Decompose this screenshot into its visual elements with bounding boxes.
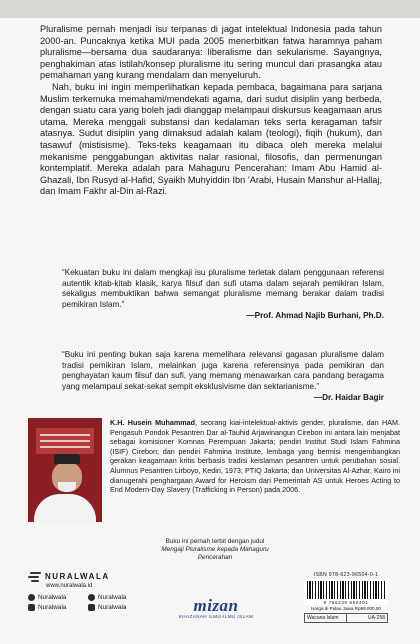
social-label: Nuralwala — [98, 604, 127, 611]
author-name: K.H. Husein Muhammad — [110, 418, 196, 427]
social-label: Nuralwala — [98, 594, 127, 601]
category-label: Wacana Islam — [307, 615, 339, 621]
social-label: Nuralwala — [38, 594, 67, 601]
twitter-icon — [88, 594, 95, 601]
quote-text: “Buku ini penting bukan saja karena memelihara relevansi gagasan pluralisme dalam tradisi pemikiran Islam, melainkan juga karena referensinya pada pemikiran dan penghayatan kaum filsuf dan sufi, yang memang menawarkan cara pandang beragama yang melampaui sekat-sekat sempit eksklusivisme dan sektarianisme.” — [62, 350, 384, 391]
body-paragraph: Pluralisme pernah menjadi isu terpanas di jagat intelektual Indonesia pada tahun 2000-an. Puncaknya ketika MUI pada 2005 menerbitkan fatwa haramnya paham pluralisme—bersama dua saudaranya: liberalisme dan sekularisme. Sayangnya, penghakiman atas istilah/konsep pluralisme itu sering muncul dari prasangka atau pemahaman yang kurang mendalam dan menyeluruh. — [40, 24, 382, 81]
barcode-digits: 9 786239 650401 — [323, 600, 369, 605]
barcode-area — [304, 572, 388, 623]
nuralwala-mark-icon — [28, 570, 42, 582]
facebook-icon — [28, 594, 35, 601]
author-bio-text: , seorang kiai-intelektual-aktivis gender, pluralisme, dan HAM. Pengasuh Pondok Pesantren Dar al-Tauhid Arjawinangun Cirebon ini antara lain menjabat sebagai komisioner Komnas Perempuan Jakarta; pendiri Institut Studi Islam Fahmina (ISIF) Cirebon; dan pendiri Fahmina Institute, lembaga yang bermisi mengembangkan gerakan keagamaan kritis berbasis tradisi keislaman pesantren untuk perubahan sosial. Alumnus Pesantren Lirboyo, Kediri, 1973; PTIQ Jakarta; dan Universitas Al-Azhar, Kairo ini dianugerahi penghargaan Award for Heroism dari Pemerintah AS untuk Heroes Acting to End Modern-Day Slavery (Trafficking in Person) pada 2006. — [110, 418, 400, 495]
mizan-brand: mizan — [193, 596, 239, 615]
nuralwala-brand: NURALWALA — [45, 571, 110, 581]
quote-attribution: —Prof. Ahmad Najib Burhani, Ph.D. — [246, 311, 384, 321]
nuralwala-publisher — [28, 570, 138, 611]
previous-edition-note — [150, 538, 280, 562]
category-code: UA-258 — [346, 614, 388, 622]
price: Harga di Pulau Jawa Rp99.000,00 — [311, 606, 381, 611]
mizan-tagline: KHAZANAH ILMU-ILMU ISLAM — [178, 614, 254, 619]
body-paragraph: Nah, buku ini ingin memperlihatkan kepada pembaca, bagaimana para sarjana Muslim terkemuka memahami/mendekati agama, dari sudut disiplin yang berbeda, dengan suatu cara yang boleh jadi dianggap melampaui diskursus keagamaan arus utama. Mereka menggali substansi dan kedalaman teks serta keragaman tafsir atasnya. Sudut disiplin yang dimaksud adalah kalam (teologi), fiqih (hukum), dan tasawuf (mistisisme). Teks-teks keagamaan itu dibaca oleh mereka melalui mekanisme penggabungan aktivitas nalar rasional, filosofis, dan permenungan kontemplatif. Mereka adalah para Mahaguru Pencerahan: Imam Abu Hamid al-Ghazali, Ibn Rusyd al-Hafid, Syaikh Muhyiddin Ibn 'Arabi, Husain Manshur al-Hallaj, dan Imam Fakhr al-Din al-Razi. — [40, 81, 382, 197]
author-section — [28, 418, 398, 552]
social-item-youtube — [88, 604, 138, 611]
endorsement-quote — [62, 350, 384, 404]
social-item-facebook — [28, 594, 78, 601]
previous-edition-label: Buku ini pernah terbit dengan judul — [165, 538, 265, 545]
youtube-icon — [88, 604, 95, 611]
author-photo — [28, 418, 102, 522]
quote-attribution: —Dr. Haidar Bagir — [313, 393, 384, 403]
endorsement-quote — [62, 268, 384, 322]
previous-edition-title: Mengaji Pluralisme kepada Mahaguru Pencerahan — [161, 546, 269, 561]
social-links — [28, 594, 138, 611]
quote-text: “Kekuatan buku ini dalam mengkaji isu pluralisme terletak dalam penggunaan referensi autentik kitab-kitab klasik, karya filsuf dan sufi utama dalam sejarah pemikiran Islam, sekaligus membuktikan bahwa semangat pluralisme memang berakar dalam tradisi pemikiran Islam.” — [62, 268, 384, 309]
category-box — [304, 613, 388, 623]
instagram-icon — [28, 604, 35, 611]
social-item-instagram — [28, 604, 78, 611]
author-bio — [110, 418, 400, 495]
nuralwala-url: www.nuralwala.id — [46, 583, 93, 589]
mizan-logo — [166, 596, 266, 619]
nuralwala-logo — [28, 570, 138, 582]
top-band — [0, 0, 420, 18]
back-cover-body — [40, 24, 382, 198]
barcode-bars — [307, 581, 385, 599]
barcode — [304, 579, 388, 605]
social-label: Nuralwala — [38, 604, 67, 611]
social-item-twitter — [88, 594, 138, 601]
isbn: ISBN 978-623-96504-0-1 — [313, 572, 379, 578]
